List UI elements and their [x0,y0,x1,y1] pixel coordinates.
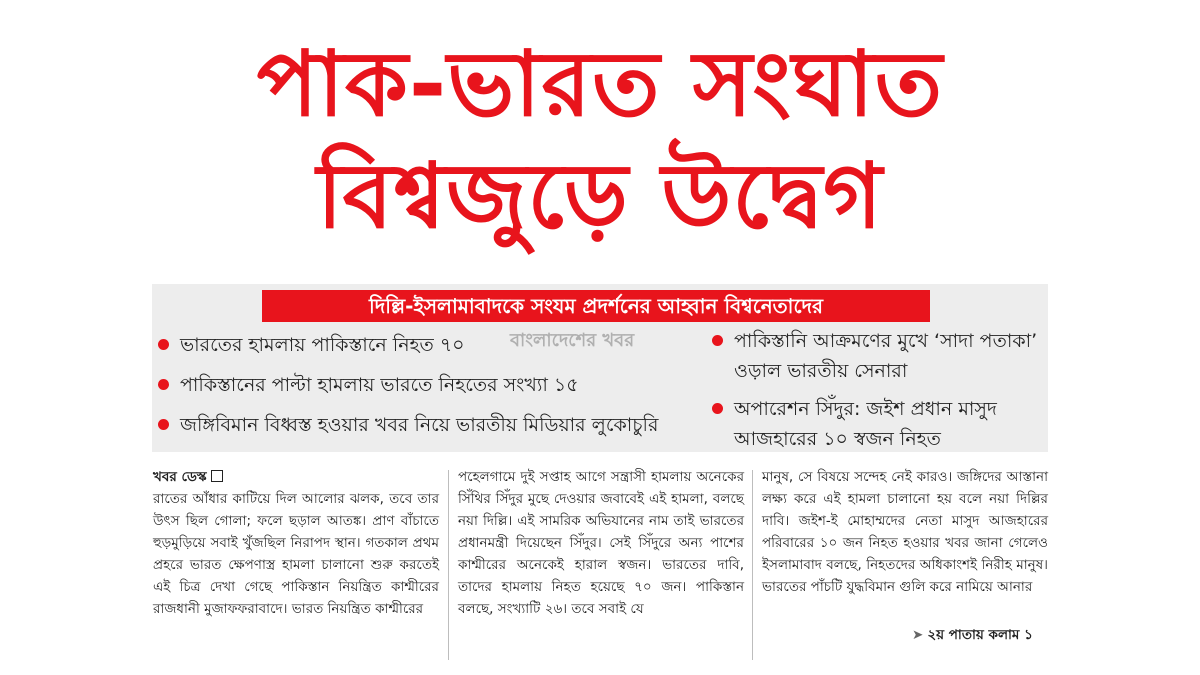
publication-watermark: বাংলাদেশের খবর [510,330,635,351]
bullet-text: অপারেশন সিঁদুর: জইশ প্রধান মাসুদ আজহারের ১০ স্বজন নিহত [734,398,997,450]
bullet-dot-icon [158,379,169,390]
headline-line-1: পাক-ভারত সংঘাত [256,32,944,137]
bullet-text: জঙ্গিবিমান বিধ্বস্ত হওয়ার খবর নিয়ে ভারতীয় মিডিয়ার লুকোচুরি [180,414,659,436]
headline-line-2: বিশ্বজুড়ে উদ্বেগ [316,144,884,249]
article-text-col3: মানুষ, সে বিষয়ে সন্দেহ নেই কারও। জঙ্গিদের আস্তানা লক্ষ্য করে এই হামলা চালানো হয় বলে নয়া দিল্লির দাবি। জইশ-ই মোহাম্মদের নেতা মাসুদ আজহারের পরিবারের ১০ জন নিহত হওয়ার খবর জানা গেলেও ইসলামাবাদ বলছে, নিহতদের অধিকাংশই নিরীহ মানুষ। ভারতের পাঁচটি যুদ্ধবিমান গুলি করে নামিয়ে আনার [762,469,1048,595]
bullet-dot-icon [712,403,723,414]
highlight-bullet [158,410,658,440]
highlight-bullet [712,326,1064,386]
bullet-dot-icon [158,419,169,430]
article-column-3 [762,466,1048,598]
bullet-text: পাকিস্তানি আক্রমণের মুখে ‘সাদা পতাকা’ ওড়াল ভারতীয় সেনারা [734,330,1038,382]
bullet-text: ভারতের হামলায় পাকিস্তানে নিহত ৭০ [180,334,465,356]
highlight-bullet [158,370,579,400]
article-text-col2: পহেলগামে দুই সপ্তাহ আগে সন্ত্রাসী হামলায় অনেকের সিঁথির সিঁদুর মুছে দেওয়ার জবাবেই এই হামলা, বলছে নয়া দিল্লি। এই সামরিক অভিযানের নাম তাই ভারতের প্রধানমন্ত্রী দিয়েছেন সিঁদুর। সেই সিঁদুরে অন্য পাশের কাশ্মীরের অনেকেই হারাল স্বজন। ভারতের দাবি, তাদের হামলায় নিহত হয়েছে ৭০ জন। পাকিস্তান বলছে, সংখ্যাটি ২৬। তবে সবাই যে [458,469,744,617]
article-column-1 [153,466,439,620]
column-divider [448,470,449,660]
continued-link[interactable] [912,624,1033,647]
highlight-bullet [712,394,1064,454]
bullet-dot-icon [712,335,723,346]
bullet-dot-icon [158,339,169,350]
square-icon [211,470,223,482]
byline-desk: খবর ডেস্ক [153,469,207,485]
column-divider [752,470,753,660]
continued-text: ২য় পাতায় কলাম ১ [927,627,1033,643]
article-text-col1: রাতের আঁধার কাটিয়ে দিল আলোর ঝলক, তবে তার উৎস ছিল গোলা; ফলে ছড়াল আতঙ্ক। প্রাণ বাঁচাতে হুড়মুড়িয়ে সবাই খুঁজছিল নিরাপদ স্থান। গতকাল প্রথম প্রহরে ভারত ক্ষেপণাস্ত্র হামলা চালানো শুরু করতেই এই চিত্র দেখা গেছে পাকিস্তান নিয়ন্ত্রিত কাশ্মীরের রাজধানী মুজাফফরাবাদে। ভারত নিয়ন্ত্রিত কাশ্মীরের [153,491,439,617]
highlight-bullet [158,330,465,360]
article-column-2 [458,466,744,620]
arrow-right-icon: ➤ [912,627,924,643]
subheadline-banner: দিল্লি-ইসলামাবাদকে সংযম প্রদর্শনের আহ্বান বিশ্বনেতাদের [262,290,930,322]
bullet-text: পাকিস্তানের পাল্টা হামলায় ভারতে নিহতের সংখ্যা ১৫ [180,374,579,396]
